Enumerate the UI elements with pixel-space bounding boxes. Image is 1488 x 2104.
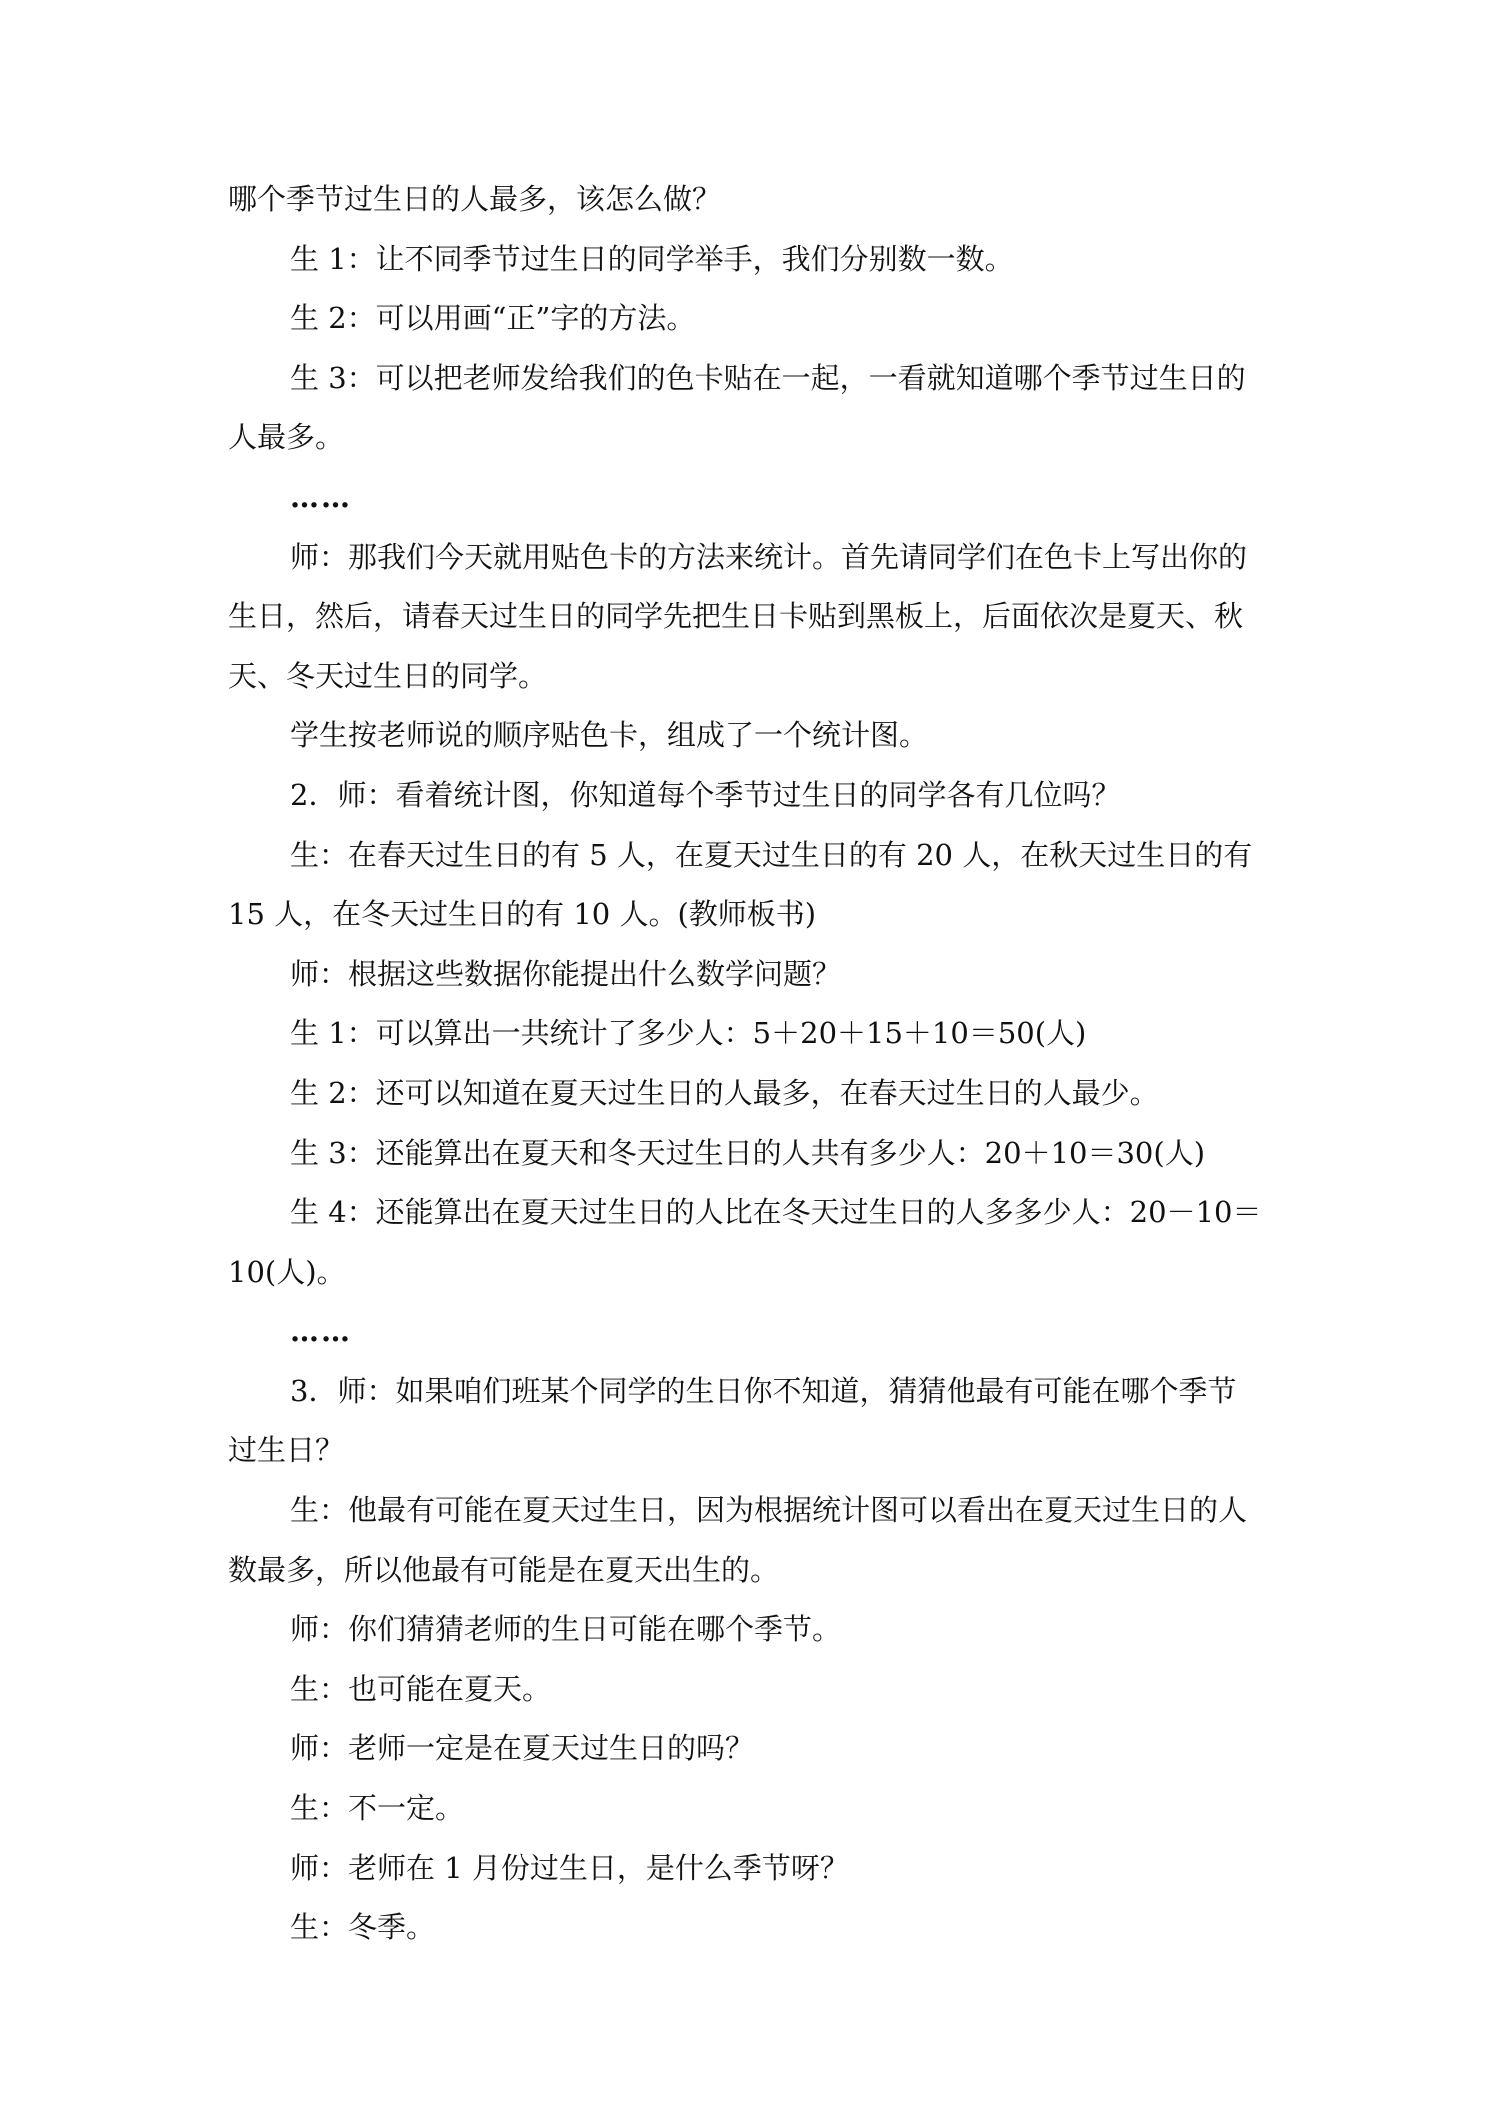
- ellipsis-2: ……: [290, 1314, 352, 1349]
- line-9: 天、冬天过生日的同学。: [228, 658, 548, 693]
- line-4: 生 3：可以把老师发给我们的色卡贴在一起，一看就知道哪个季节过生日的: [290, 360, 1246, 395]
- document-page: [228, 170, 1280, 1958]
- line-1: 哪个季节过生日的人最多，该怎么做？: [228, 182, 722, 216]
- line-29: 师：老师在 1 月份过生日，是什么季节呀？: [290, 1850, 849, 1885]
- line-10: 学生按老师说的顺序贴色卡，组成了一个统计图。: [290, 718, 929, 753]
- line-14: 师：根据这些数据你能提出什么数学问题？: [290, 956, 842, 991]
- line-15: 生 1：可以算出一共统计了多少人：5＋20＋15＋10＝50(人): [290, 1016, 1087, 1051]
- line-3: 生 2：可以用画“正”字的方法。: [290, 301, 696, 336]
- line-30: 生：冬季。: [290, 1910, 436, 1945]
- line-5: 人最多。: [228, 420, 345, 455]
- line-24: 数最多，所以他最有可能是在夏天出生的。: [228, 1552, 780, 1587]
- line-21: 3．师：如果咱们班某个同学的生日你不知道，猜猜他最有可能在哪个季节: [290, 1373, 1237, 1408]
- line-18: 生 4：还能算出在夏天过生日的人比在冬天过生日的人多多少人：20－10＝: [290, 1195, 1262, 1230]
- line-8: 生日，然后，请春天过生日的同学先把生日卡贴到黑板上，后面依次是夏天、秋: [228, 599, 1244, 634]
- line-27: 师：老师一定是在夏天过生日的吗？: [290, 1731, 755, 1766]
- line-2: 生 1：让不同季节过生日的同学举手，我们分别数一数。: [290, 241, 1014, 276]
- line-7: 师：那我们今天就用贴色卡的方法来统计。首先请同学们在色卡上写出你的: [290, 539, 1248, 574]
- line-13: 15 人，在冬天过生日的有 10 人。(教师板书): [228, 897, 817, 932]
- line-17: 生 3：还能算出在夏天和冬天过生日的人共有多少人：20＋10＝30(人): [290, 1135, 1206, 1170]
- line-22: 过生日？: [228, 1433, 345, 1468]
- line-25: 师：你们猜猜老师的生日可能在哪个季节。: [290, 1612, 842, 1647]
- line-19: 10(人)。: [228, 1254, 346, 1289]
- line-23: 生：他最有可能在夏天过生日，因为根据统计图可以看出在夏天过生日的人: [290, 1493, 1248, 1528]
- line-16: 生 2：还可以知道在夏天过生日的人最多，在春天过生日的人最少。: [290, 1075, 1159, 1110]
- line-11: 2．师：看着统计图，你知道每个季节过生日的同学各有几位吗？: [290, 777, 1121, 812]
- line-28: 生：不一定。: [290, 1791, 465, 1826]
- ellipsis-1: ……: [290, 479, 352, 514]
- line-12: 生：在春天过生日的有 5 人，在夏天过生日的有 20 人，在秋天过生日的有: [290, 837, 1253, 872]
- line-26: 生：也可能在夏天。: [290, 1671, 552, 1706]
